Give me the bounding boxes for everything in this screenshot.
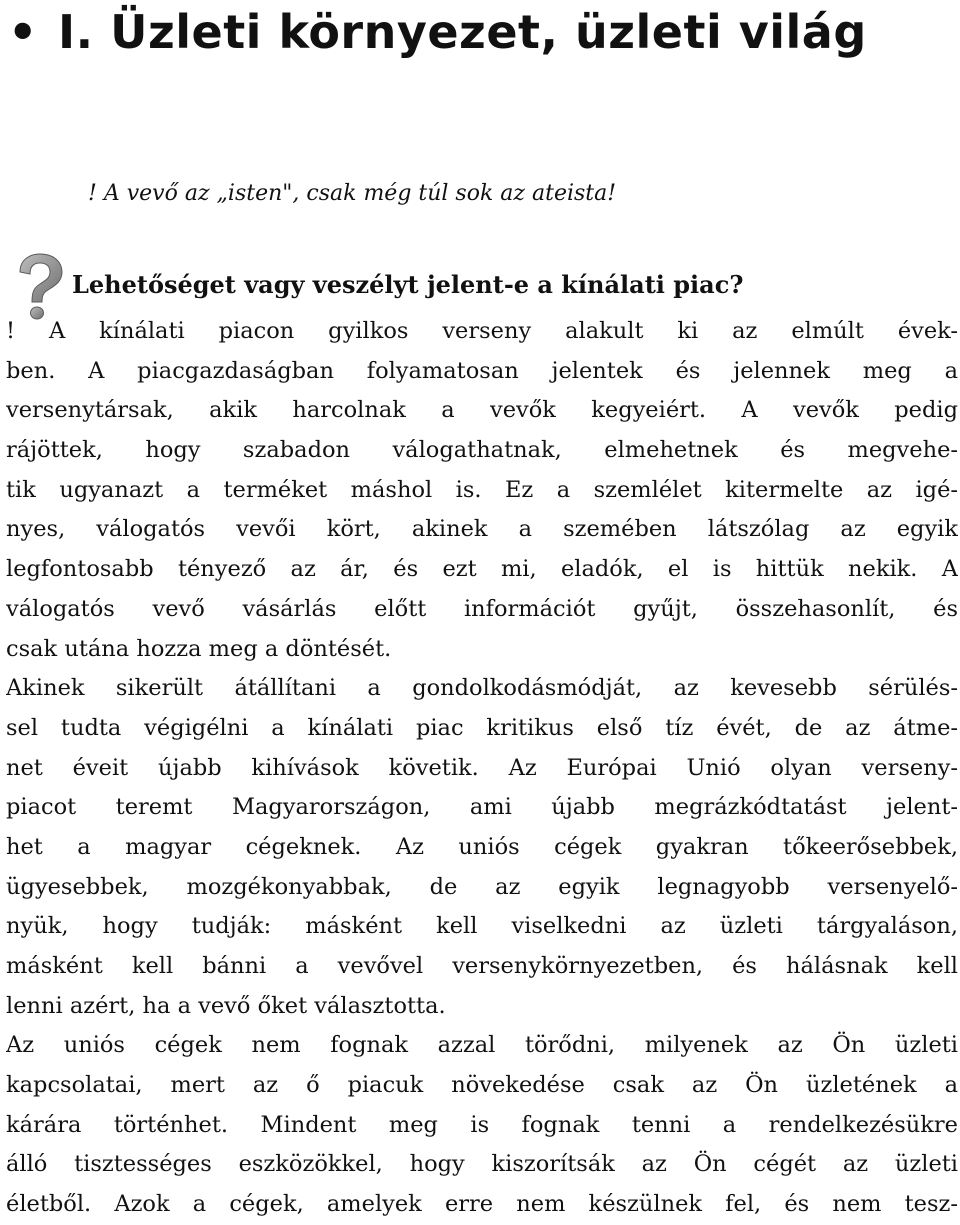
text-line: rájöttek, hogy szabadon válogathatnak, elmehetnek és megvehe- [6,437,958,464]
body-text [6,312,958,1225]
text-line: nyes, válogatós vevői kört, akinek a szemében látszólag az egyik [6,516,958,543]
text-line: net éveit újabb kihívások követik. Az Európai Unió olyan verseny- [6,754,958,781]
text-line: csak utána hozza meg a döntését. [6,635,392,662]
text-line: Az uniós cégek nem fognak azzal törődni, milyenek az Ön üzleti [6,1032,958,1059]
text-line: Akinek sikerült átállítani a gondolkodásmódját, az kevesebb sérülés- [6,675,958,702]
text-line: másként kell bánni a vevővel versenykörnyezetben, és hálásnak kell [6,953,958,979]
text-line: kárára történhet. Mindent meg is fognak tenni a rendelkezésükre [6,1111,958,1138]
text-line: versenytársak, akik harcolnak a vevők kegyeiért. A vevők pedig [6,397,958,424]
text-line: het a magyar cégeknek. Az uniós cégek gyakran tőkeerősebbek, [6,833,958,860]
title-bullet: • [8,5,38,59]
text-line: álló tisztességes eszközökkel, hogy kiszorítsák az Ön cégét az üzleti [6,1151,958,1178]
chapter-title [0,0,960,64]
text-line: ! A kínálati piacon gyilkos verseny alakult ki az elmúlt évek- [6,318,958,344]
text-line: lenni azért, ha a vevő őket választotta. [6,992,446,1019]
text-line: életből. Azok a cégek, amelyek erre nem készülnek fel, és nem tesz- [6,1191,958,1218]
chapter-title-text: I. Üzleti környezet, üzleti világ [58,5,867,59]
section-question: Lehetőséget vagy veszélyt jelent-e a kínálati piac? [72,270,744,299]
text-line: kapcsolatai, mert az ő piacuk növekedése csak az Ön üzletének a [6,1072,958,1099]
text-line: sel tudta végigélni a kínálati piac kritikus első tíz évét, de az átme- [6,714,958,741]
text-line: ben. A piacgazdaságban folyamatosan jelentek és jelennek meg a [6,357,958,384]
text-line: piacot teremt Magyarországon, ami újabb megrázkódtatást jelent- [6,794,958,821]
text-line: válogatós vevő vásárlás előtt információt gyűjt, összehasonlít, és [6,595,958,622]
text-line: nyük, hogy tudják: másként kell viselkedni az üzleti tárgyaláson, [6,913,958,940]
text-line: legfontosabb tényező az ár, és ezt mi, eladók, el is hittük nekik. A [6,556,958,583]
motto-quote: ! A vevő az „isten", csak még túl sok az ateista! [88,181,617,206]
text-line: tik ugyanazt a terméket máshol is. Ez a szemlélet kitermelte az igé- [6,476,958,503]
text-line: ügyesebbek, mozgékonyabbak, de az egyik legnagyobb versenyelő- [6,873,958,900]
